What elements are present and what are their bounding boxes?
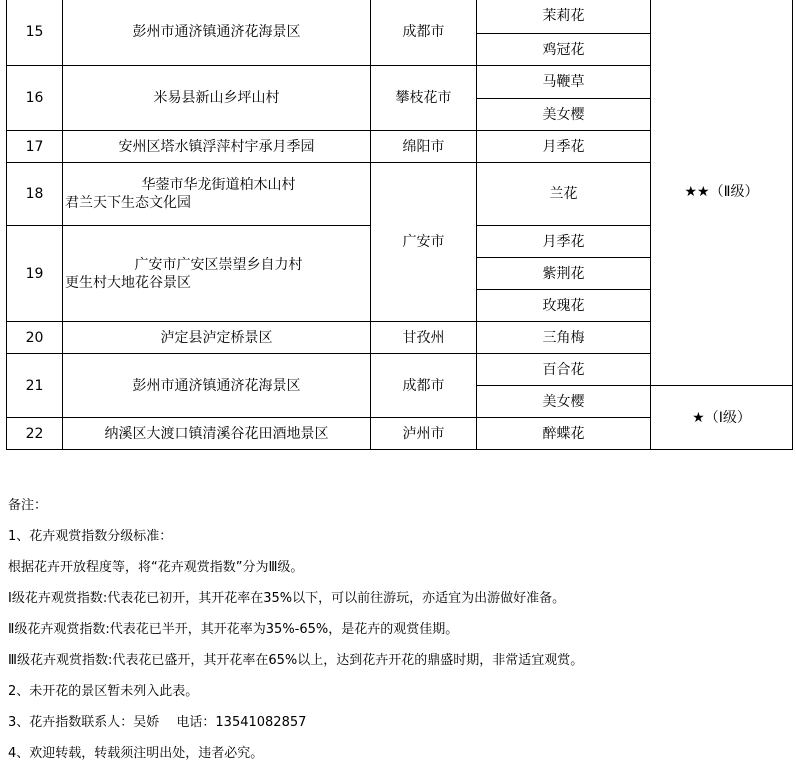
rating-level1: ★（Ⅰ级）: [651, 386, 793, 450]
scenic-spot-line1: 广安市广安区崇望乡自力村: [134, 256, 303, 273]
table-row: [7, 0, 793, 34]
flower: 紫荆花: [477, 258, 651, 290]
row-number: 20: [7, 322, 63, 354]
flower: 鸡冠花: [477, 34, 651, 66]
scenic-spot: 彭州市通济镇通济花海景区: [63, 354, 371, 418]
scenic-spot-line2: 君兰天下生态文化园: [65, 195, 191, 211]
flower: 美女樱: [477, 386, 651, 418]
flower: 百合花: [477, 354, 651, 386]
scenic-spot: [63, 163, 371, 226]
city: 甘孜州: [371, 322, 477, 354]
row-number: 22: [7, 418, 63, 450]
note-line: 2、未开花的景区暂未列入此表。: [8, 684, 199, 699]
city: 攀枝花市: [371, 66, 477, 131]
notes-heading: 备注：: [8, 498, 48, 513]
flower: 月季花: [477, 226, 651, 258]
note-line: Ⅲ级花卉观赏指数:代表花已盛开，其开花率在65%以上，达到花卉开花的鼎盛时期，非常适宜观赏。: [8, 653, 584, 668]
notes-section: [8, 490, 583, 769]
city: 广安市: [371, 163, 477, 322]
scenic-spot: 米易县新山乡坪山村: [63, 66, 371, 131]
flower-index-table: [6, 0, 793, 450]
scenic-spot-line2: 更生村大地花谷景区: [65, 274, 191, 291]
flower: 美女樱: [477, 99, 651, 131]
flower: 玫瑰花: [477, 290, 651, 322]
scenic-spot-line1: 华蓥市华龙街道柏木山村: [141, 177, 296, 193]
note-line: 根据花卉开放程度等，将“花卉观赏指数”分为Ⅲ级。: [8, 560, 304, 575]
row-number: 16: [7, 66, 63, 131]
row-number: 17: [7, 131, 63, 163]
flower: 三角梅: [477, 322, 651, 354]
note-line: 4、欢迎转载，转载须注明出处，违者必究。: [8, 746, 264, 761]
flower: 茉莉花: [477, 0, 651, 34]
scenic-spot: 安州区塔水镇浮萍村宇承月季园: [63, 131, 371, 163]
note-line: 3、花卉指数联系人：吴娇 电话：13541082857: [8, 715, 307, 730]
city: 绵阳市: [371, 131, 477, 163]
city: 泸州市: [371, 418, 477, 450]
scenic-spot: 纳溪区大渡口镇清溪谷花田酒地景区: [63, 418, 371, 450]
city: 成都市: [371, 0, 477, 66]
note-line: Ⅰ级花卉观赏指数:代表花已初开，其开花率在35%以下，可以前往游玩，亦适宜为出游做好准备。: [8, 591, 566, 606]
city: 成都市: [371, 354, 477, 418]
flower: 兰花: [477, 163, 651, 226]
flower: 马鞭草: [477, 66, 651, 99]
scenic-spot: 彭州市通济镇通济花海景区: [63, 0, 371, 66]
row-number: 21: [7, 354, 63, 418]
note-line: 1、花卉观赏指数分级标准：: [8, 529, 173, 544]
row-number: 18: [7, 163, 63, 226]
flower: 月季花: [477, 131, 651, 163]
note-line: Ⅱ级花卉观赏指数:代表花已半开，其开花率为35%-65%，是花卉的观赏佳期。: [8, 622, 459, 637]
row-number: 15: [7, 0, 63, 66]
row-number: 19: [7, 226, 63, 322]
flower: 醉蝶花: [477, 418, 651, 450]
rating-level2: ★★（Ⅱ级）: [651, 0, 793, 386]
scenic-spot: 泸定县泸定桥景区: [63, 322, 371, 354]
scenic-spot: [63, 226, 371, 322]
